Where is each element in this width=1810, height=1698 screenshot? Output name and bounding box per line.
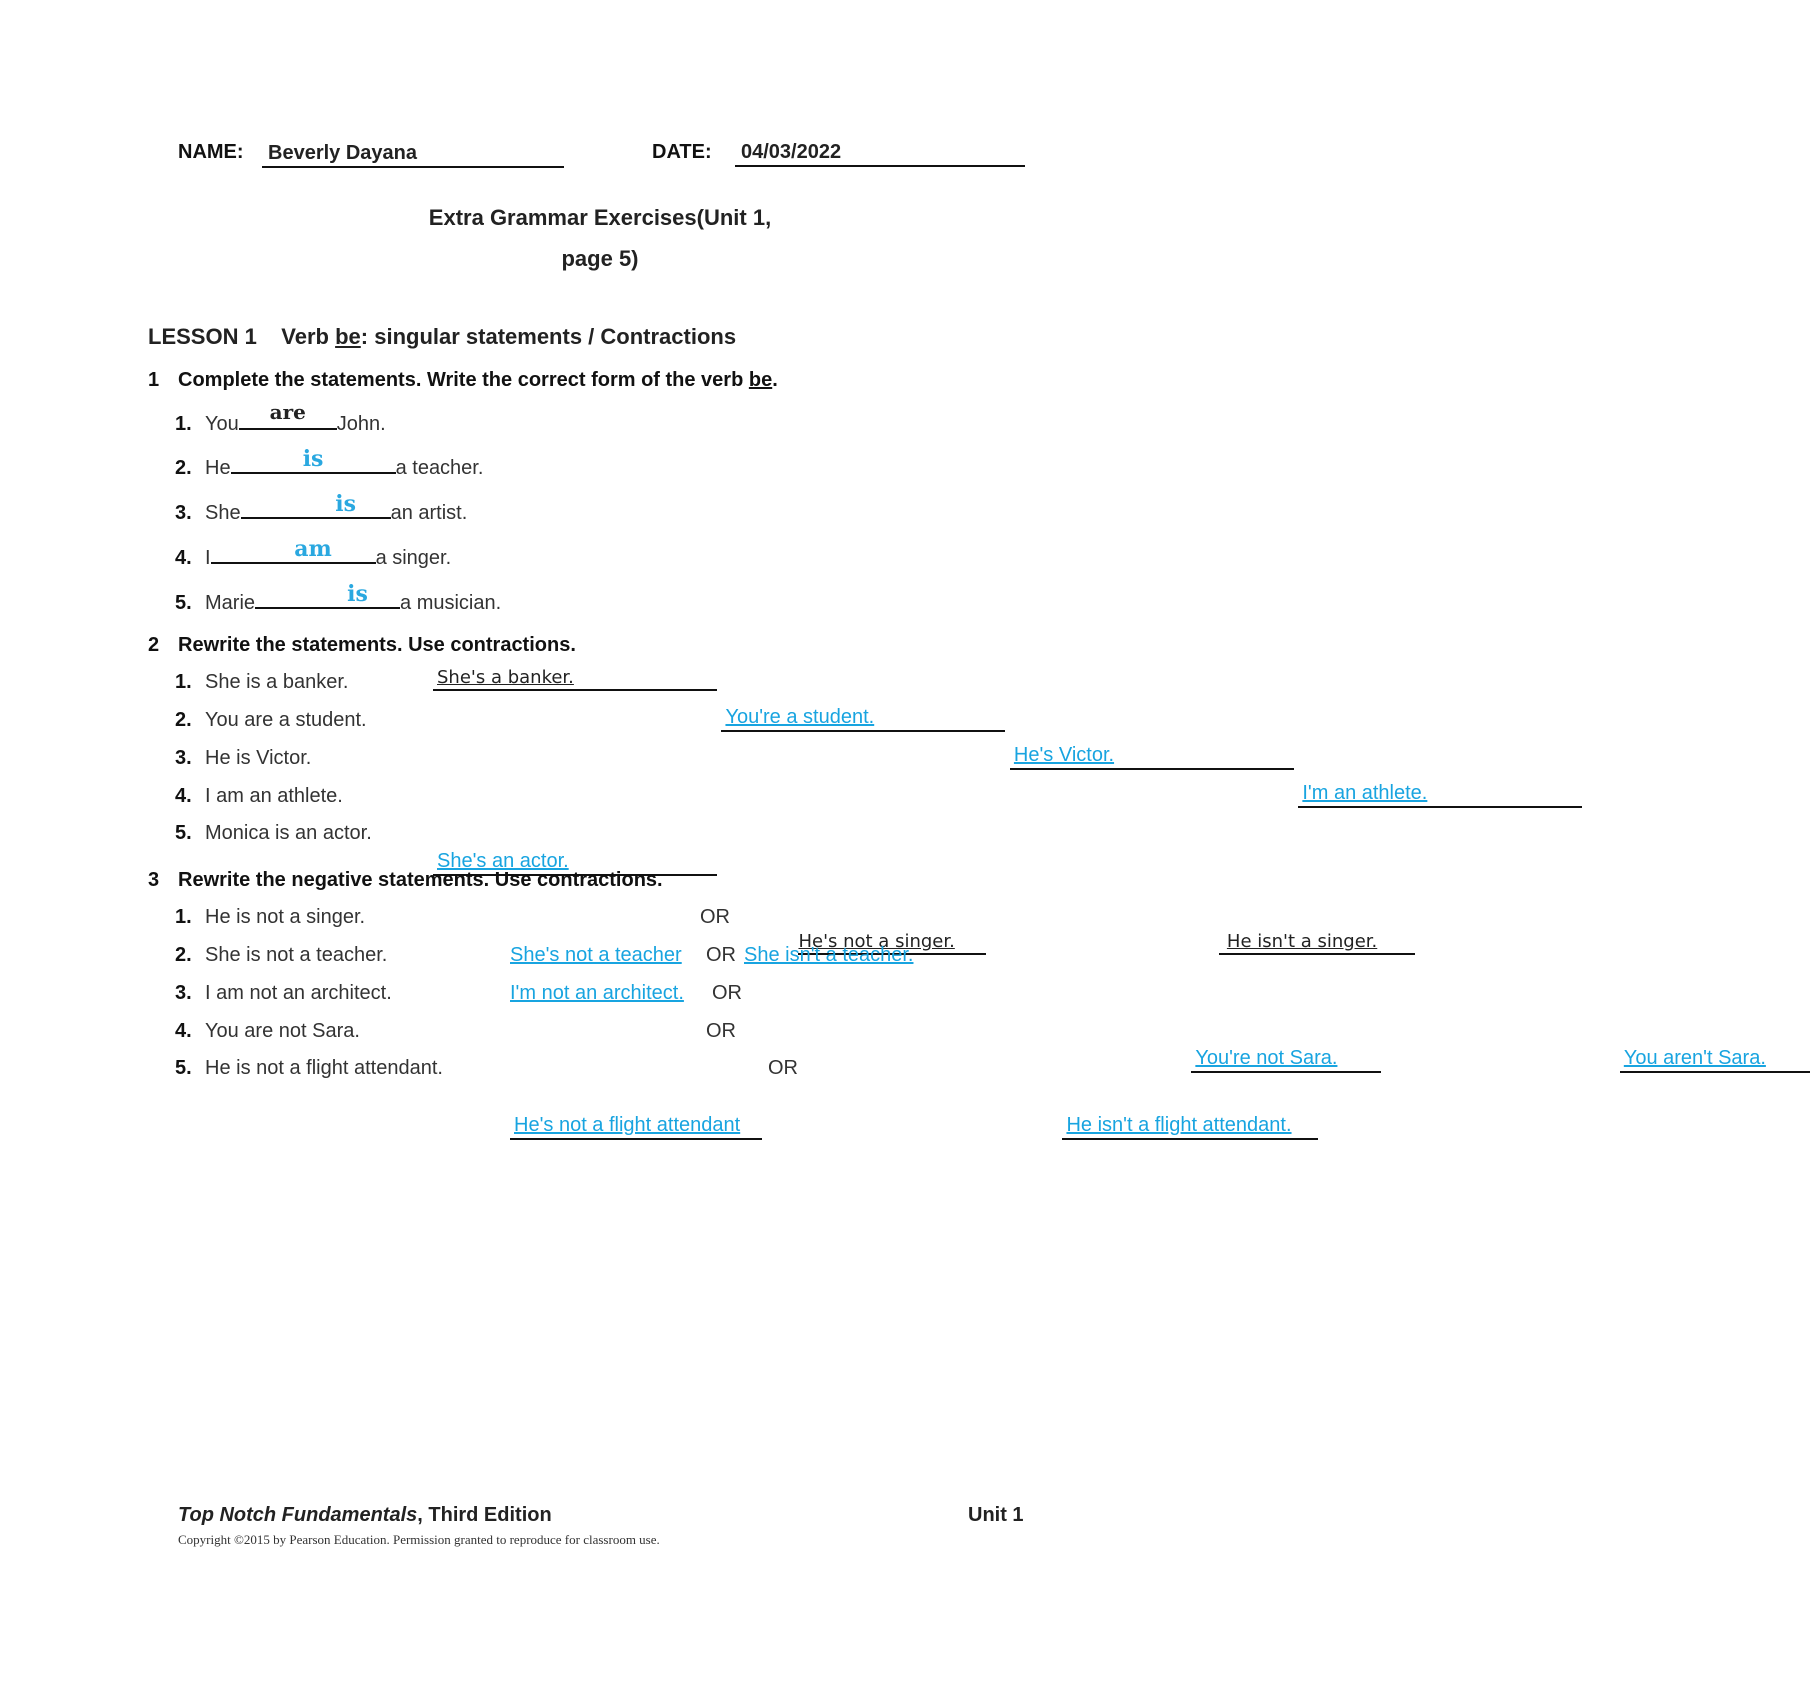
exercise-3-text: Rewrite the negative statements. Use contractions. (178, 869, 663, 891)
item-after: John. (336, 413, 386, 435)
lesson-heading (148, 324, 736, 350)
item-text: Monica is an actor. (205, 822, 372, 844)
ex3-answer-4a[interactable] (1191, 1047, 1381, 1073)
answer-text: He isn't a flight attendant. (1066, 1114, 1292, 1136)
lesson-be: be (335, 324, 361, 349)
date-label: DATE: (652, 141, 712, 163)
answer-text: She's an actor. (437, 850, 569, 872)
item-text: I am an athlete. (205, 785, 343, 807)
item-number: 2. (175, 944, 192, 966)
ex1-item-1 (175, 400, 386, 436)
footer-book-title (178, 1504, 552, 1527)
ex3-item-1 (175, 906, 365, 929)
ex2-item-1 (175, 671, 348, 694)
exercise-3-number: 3 (148, 869, 160, 891)
item-number: 2. (175, 457, 192, 479)
name-label: NAME: (178, 141, 244, 163)
ex3-answer-4b[interactable] (1620, 1047, 1810, 1073)
ex1-item-5 (175, 581, 502, 615)
lesson-rest: : singular statements / Contractions (360, 324, 737, 349)
item-before: You (205, 413, 239, 435)
exercise-1-period: . (772, 369, 778, 391)
item-number: 4. (175, 547, 192, 569)
ex2-answer-4[interactable] (1298, 782, 1582, 808)
answer-blank[interactable] (255, 581, 400, 609)
item-text: She is not a teacher. (205, 944, 388, 966)
item-number: 4. (175, 785, 192, 807)
ex2-answer-1[interactable] (433, 665, 717, 691)
ex3-answer-2a[interactable]: She's not a teacher (510, 944, 682, 966)
answer-blank[interactable] (231, 446, 396, 474)
item-text: He is not a flight attendant. (205, 1057, 443, 1079)
item-number: 3. (175, 747, 192, 769)
handwritten-answer: is (347, 581, 368, 607)
item-after: a singer. (375, 547, 452, 569)
ex3-answer-3a[interactable]: I'm not an architect. (510, 982, 684, 1004)
ex1-item-3 (175, 491, 468, 525)
item-number: 3. (175, 982, 192, 1004)
item-text: You are not Sara. (205, 1020, 360, 1042)
ex3-item-5 (175, 1057, 443, 1080)
exercise-2-text: Rewrite the statements. Use contractions. (178, 634, 576, 656)
exercise-2-number: 2 (148, 634, 160, 656)
or-label: OR (706, 944, 736, 966)
ex1-item-4 (175, 536, 452, 570)
exercise-1-instruction (148, 369, 778, 392)
ex2-item-4 (175, 785, 343, 808)
answer-blank[interactable] (241, 491, 391, 519)
book-edition: , Third Edition (417, 1504, 552, 1526)
item-before: She (205, 502, 241, 524)
item-text: You are a student. (205, 709, 367, 731)
item-after: an artist. (390, 502, 468, 524)
exercise-3-instruction (148, 869, 663, 892)
item-text: I am not an architect. (205, 982, 392, 1004)
exercise-1-number: 1 (148, 369, 160, 391)
ex2-item-2 (175, 709, 367, 732)
book-title: Top Notch Fundamentals (178, 1504, 418, 1526)
answer-text: He's not a flight attendant (514, 1114, 741, 1136)
answer-text: I'm an athlete. (1302, 782, 1428, 804)
handwritten-answer: am (294, 536, 332, 562)
item-number: 4. (175, 1020, 192, 1042)
answer-blank[interactable] (211, 536, 376, 564)
footer-unit: Unit 1 (968, 1504, 1024, 1526)
ex2-answer-3[interactable] (1010, 744, 1294, 770)
ex2-answer-2[interactable] (721, 706, 1005, 732)
or-label: OR (768, 1057, 798, 1079)
ex3-answer-2b[interactable]: She isn't a teacher. (744, 944, 914, 966)
answer-text: He's Victor. (1013, 744, 1115, 766)
item-number: 5. (175, 592, 192, 614)
item-number: 1. (175, 413, 192, 435)
ex3-answer-5b[interactable] (1062, 1114, 1318, 1140)
item-number: 5. (175, 1057, 192, 1079)
exercise-1-text: Complete the statements. Write the correct form of the verb (178, 369, 744, 391)
or-label: OR (712, 982, 742, 1004)
name-field[interactable] (262, 140, 564, 168)
page-title-line2: page 5) (561, 246, 639, 271)
date-value: 04/03/2022 (741, 141, 842, 163)
answer-text: You aren't Sara. (1623, 1047, 1766, 1069)
item-before: Marie (205, 592, 256, 614)
copyright-notice: Copyright ©2015 by Pearson Education. Permission granted to reproduce for classroom use. (178, 1532, 660, 1547)
name-value: Beverly Dayana (268, 142, 417, 164)
item-before: He (205, 457, 231, 479)
handwritten-answer: are (269, 400, 306, 424)
item-after: a teacher. (395, 457, 484, 479)
handwritten-answer: She's a banker. (437, 667, 574, 688)
ex1-item-2 (175, 446, 484, 480)
ex3-item-4 (175, 1020, 360, 1043)
answer-text: You're a student. (725, 706, 875, 728)
item-number: 1. (175, 906, 192, 928)
item-text: He is Victor. (205, 747, 312, 769)
item-number: 3. (175, 502, 192, 524)
ex3-item-2 (175, 944, 387, 967)
item-before: I (205, 547, 211, 569)
item-number: 2. (175, 709, 192, 731)
handwritten-answer: He's not a singer. (798, 931, 955, 952)
ex3-item-3 (175, 982, 392, 1005)
item-after: a musician. (400, 592, 502, 614)
item-number: 1. (175, 671, 192, 693)
handwritten-answer: is (335, 491, 356, 517)
exercise-2-instruction (148, 634, 576, 657)
or-label: OR (700, 906, 730, 928)
ex2-item-5 (175, 822, 372, 845)
item-text: She is a banker. (205, 671, 349, 693)
item-text: He is not a singer. (205, 906, 366, 928)
lesson-prefix: LESSON 1 (148, 324, 257, 349)
answer-text: You're not Sara. (1195, 1047, 1338, 1069)
ex3-answer-1b[interactable] (1219, 929, 1415, 955)
exercise-1-be: be (748, 369, 773, 391)
or-label: OR (706, 1020, 736, 1042)
handwritten-answer: He isn't a singer. (1226, 931, 1378, 952)
ex2-item-3 (175, 747, 311, 770)
item-number: 5. (175, 822, 192, 844)
ex3-answer-5a[interactable] (510, 1114, 762, 1140)
answer-blank[interactable] (239, 400, 337, 430)
lesson-verb-word: Verb (281, 324, 329, 349)
handwritten-answer: is (302, 446, 324, 472)
page-title-line1: Extra Grammar Exercises(Unit 1, (428, 205, 772, 230)
date-field[interactable] (735, 139, 1025, 167)
